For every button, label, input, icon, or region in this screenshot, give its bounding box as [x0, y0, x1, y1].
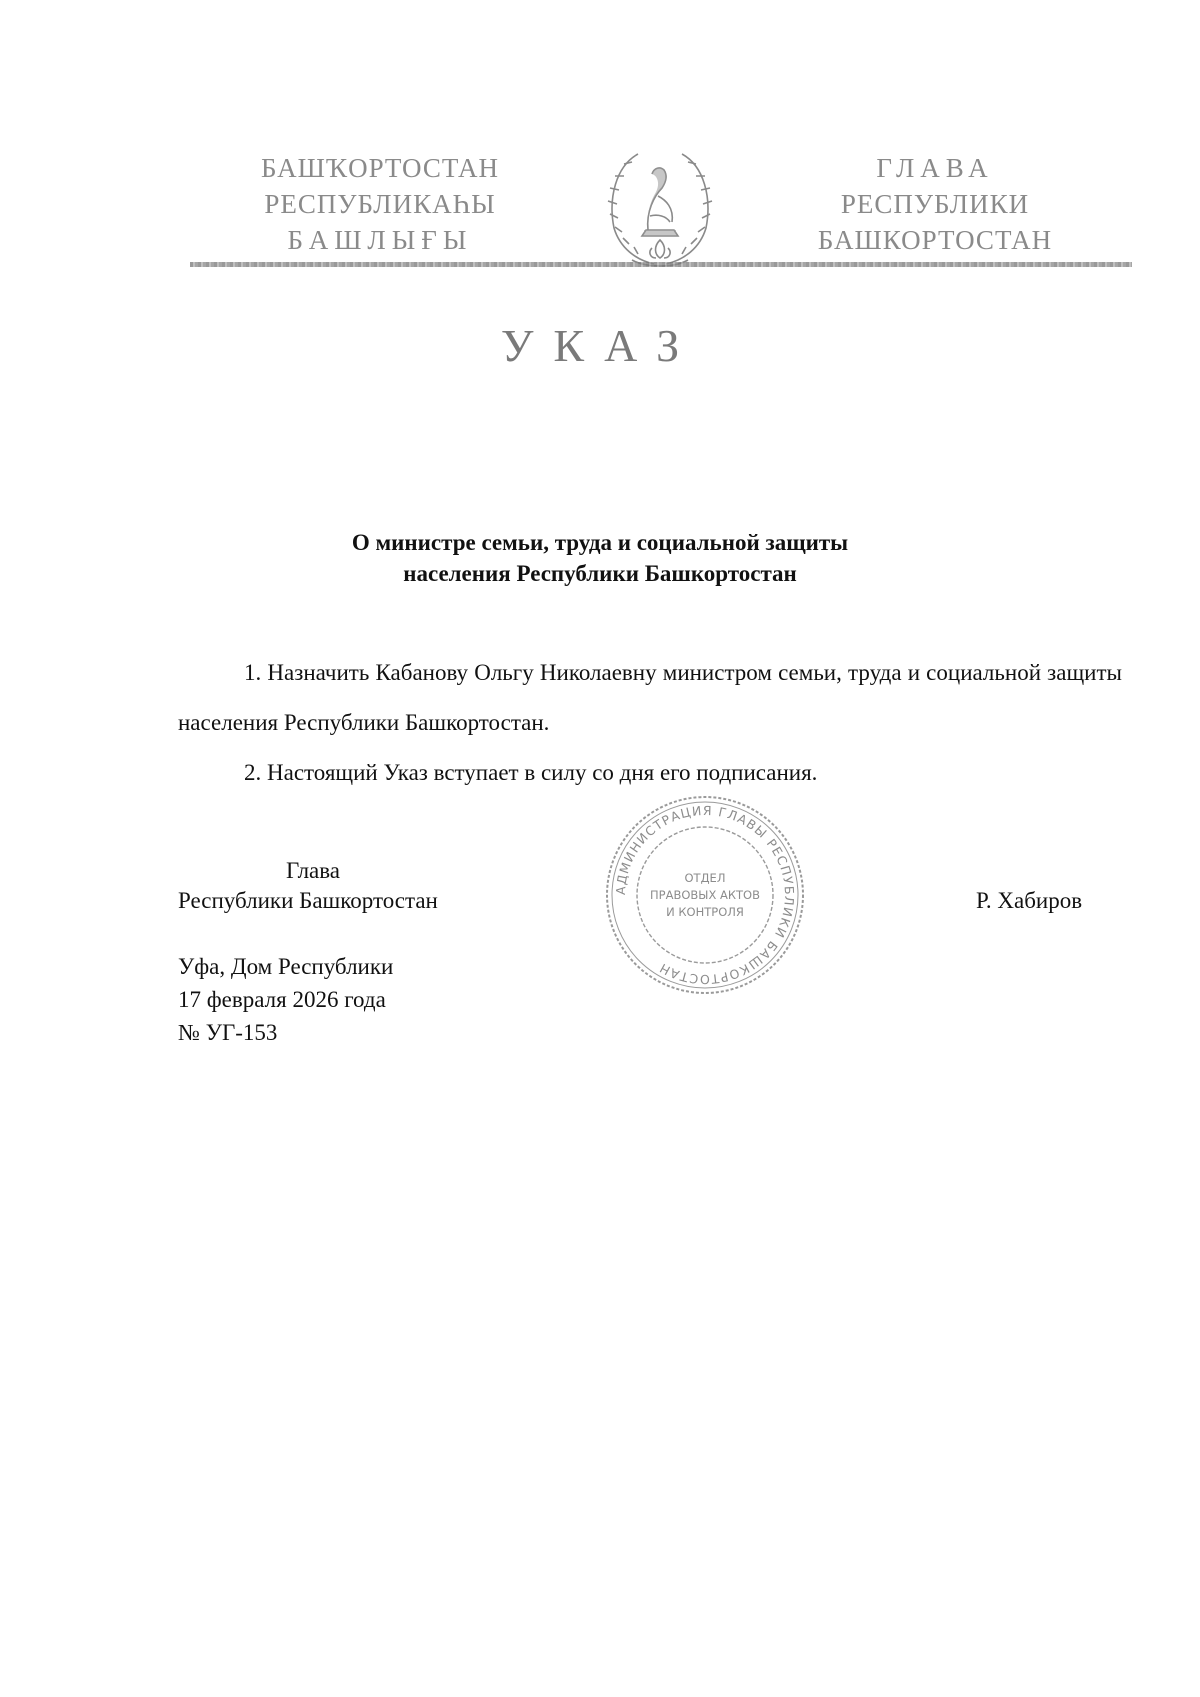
place: Уфа, Дом Республики [178, 954, 394, 979]
header-russian-title [790, 150, 1080, 258]
header-right-line-1: ГЛАВА [876, 153, 994, 183]
coat-of-arms-icon [602, 136, 718, 272]
header-left-line-1: БАШҠОРТОСТАН [260, 153, 500, 183]
official-stamp [600, 790, 810, 1000]
paragraph-2: 2. Настоящий Указ вступает в силу со дня его подписания. [244, 760, 818, 785]
signatory-post-line-1: Глава [286, 858, 341, 883]
header-right-line-2: РЕСПУБЛИКИ [840, 189, 1030, 219]
stamp-inner-line-3: И КОНТРОЛЯ [666, 905, 744, 919]
header-divider [190, 262, 1132, 267]
decree-body [178, 648, 1122, 798]
subject-line-1: О министре семьи, труда и социальной защиты [351, 530, 849, 555]
header-left-line-2: РЕСПУБЛИКАҺЫ [264, 189, 496, 219]
subject-line-2: населения Республики Башкортостан [403, 561, 797, 586]
stamp-inner-line-1: ОТДЕЛ [684, 871, 726, 885]
header-bashkir-title [230, 150, 530, 258]
place-date-block [178, 950, 393, 1049]
stamp-inner-line-2: ПРАВОВЫХ АКТОВ [650, 888, 760, 902]
date: 17 февраля 2026 года [178, 987, 386, 1012]
signatory-post-line-2: Республики Башкортостан [178, 888, 438, 913]
decree-subject [240, 527, 960, 589]
decree-title: УКАЗ [500, 320, 700, 371]
header-left-line-3: БАШЛЫҒЫ [287, 225, 473, 255]
signatory-post [178, 856, 438, 916]
signatory-name: Р. Хабиров [976, 888, 1083, 913]
decree-number: № УГ-153 [178, 1020, 278, 1045]
header-right-line-3: БАШКОРТОСТАН [817, 225, 1053, 255]
stamp-outer-text: АДМИНИСТРАЦИЯ ГЛАВЫ РЕСПУБЛИКИ БАШКОРТОСТАН [612, 802, 798, 988]
paragraph-1: 1. Назначить Кабанову Ольгу Николаевну министром семьи, труда и социальной защиты населения Республики Башкортостан. [178, 660, 1122, 735]
